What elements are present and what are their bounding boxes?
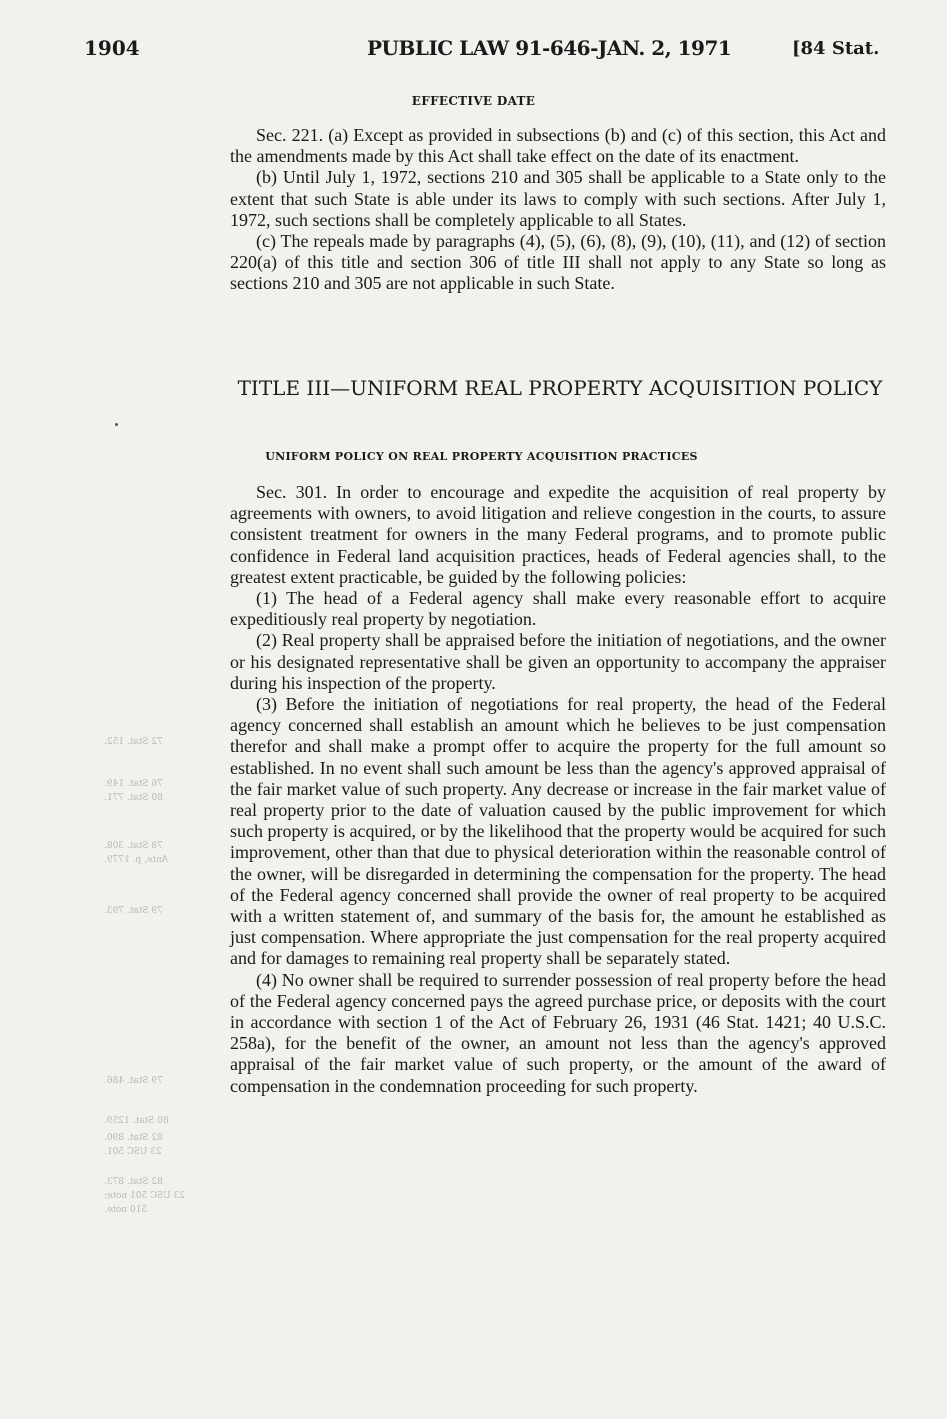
margin-note: 23 USC 501 note; (104, 1191, 186, 1201)
margin-note: 23 USC 501. (104, 1147, 162, 1157)
title-iii-body (230, 482, 886, 1097)
effective-date-body (230, 125, 886, 295)
margin-note: 82 Stat. 890. (104, 1133, 163, 1143)
margin-note: 78 Stat. 308. (104, 841, 163, 851)
margin-note: 76 Stat. 149. (104, 779, 163, 789)
margin-note: 79 Stat. 486. (104, 1076, 163, 1086)
paragraph-policy-4: (4) No owner shall be required to surrender possession of real property before the head of the Federal agency concerned pays the agreed purchase price, or deposits with the court in accordance with section 1 of the Act of February 26, 1931 (46 Stat. 1421; 40 U.S.C. 258a), for the benefit of the owner, an amount not less than the agency's approved appraisal of the fair market value of such property, or the amount of the award of compensation in the condemnation proceeding for such property. (230, 969, 886, 1096)
paragraph-policy-1: (1) The head of a Federal agency shall make every reasonable effort to acquire expeditiously real property by negotiation. (230, 588, 886, 630)
margin-note: 80 Stat. 1259. (104, 1116, 169, 1126)
paragraph-sec-221-c: (c) The repeals made by paragraphs (4), (5), (6), (8), (9), (10), (11), and (12) of section 220(a) of this title and section 306 of title III shall not apply to any State so long as sections 210 and 305 are not applicable in such State. (230, 231, 886, 294)
paragraph-sec-221-a: Sec. 221. (a) Except as provided in subsections (b) and (c) of this section, this Act and the amendments made by this Act shall take effect on the date of its enactment. (230, 125, 886, 167)
page-number: 1904 (84, 36, 140, 60)
margin-note: 510 note. (104, 1205, 148, 1215)
paragraph-sec-301: Sec. 301. In order to encourage and expedite the acquisition of real property by agreements with owners, to avoid litigation and relieve congestion in the courts, to assure consistent treatment for owners in the many Federal programs, and to promote public confidence in Federal land acquisition practices, heads of Federal agencies shall, to the greatest extent practicable, be guided by the following policies: (230, 482, 886, 587)
paragraph-policy-3: (3) Before the initiation of negotiations for real property, the head of the Federal agency concerned shall establish an amount which he believes to be just compensation therefor and shall make a prompt offer to acquire the property for the full amount so established. In no event shall such amount be less than the agency's approved appraisal of the fair market value of such property. Any decrease or increase in the fair market value of real property prior to the date of valuation caused by the public improvement for which such property is acquired, or by the likelihood that the property would be acquired for such improvement, other than that due to physical deterioration within the reasonable control of the owner, will be disregarded in determining the compensation for the property. The head of the Federal agency concerned shall provide the owner of real property to be acquired with a written statement of, and summary of the basis for, the amount he established as just compensation. Where appropriate the just compensation for the real property acquired and for damages to remaining real property shall be separately stated. (230, 694, 886, 969)
running-head: PUBLIC LAW 91-646-JAN. 2, 1971 (367, 36, 732, 60)
paragraph-sec-221-b: (b) Until July 1, 1972, sections 210 and 305 shall be applicable to a State only to the extent that such State is able under its laws to comply with such sections. After July 1, 1972, such sections shall be completely applicable to all States. (230, 167, 886, 230)
margin-note: 80 Stat. 771. (104, 793, 163, 803)
margin-note: 82 Stat. 873. (104, 1177, 163, 1187)
stat-reference: [84 Stat. (792, 38, 880, 59)
scan-mark (115, 423, 118, 426)
paragraph-policy-2: (2) Real property shall be appraised before the initiation of negotiations, and the owner or his designated representative shall be given an opportunity to accompany the appraiser during his inspection of the property. (230, 630, 886, 693)
margin-note: Ante, p. 1779. (104, 855, 169, 865)
title-iii-heading: TITLE III—UNIFORM REAL PROPERTY ACQUISITION POLICY (237, 376, 883, 400)
margin-note: 79 Stat. 793. (104, 906, 163, 916)
title-iii-subheading: UNIFORM POLICY ON REAL PROPERTY ACQUISITION PRACTICES (265, 450, 698, 463)
effective-date-heading: EFFECTIVE DATE (411, 94, 536, 108)
margin-note: 72 Stat. 152. (104, 737, 163, 747)
